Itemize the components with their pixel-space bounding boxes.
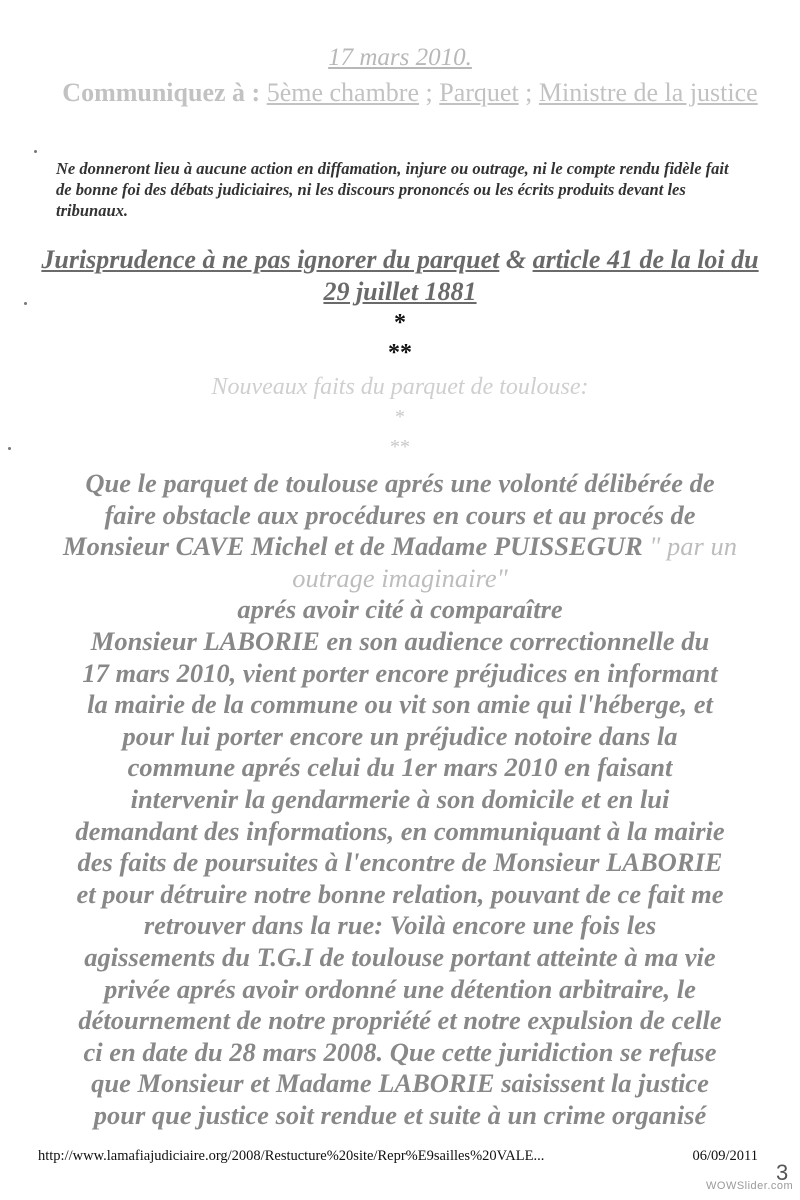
scan-speck [24,302,27,305]
body-line: faire obstacle aux procédures en cours et au procés de [104,499,696,530]
separator-star-light-1: * [395,406,405,428]
body-line: et pour détruire notre bonne relation, pouvant de ce fait me [76,878,724,909]
jurisprudence-part2: article 41 de la loi du 29 juillet 1881 [323,245,759,306]
body-line: pour lui porter encore un préjudice notoire dans la [122,720,678,751]
separator-star-1: * [394,310,406,336]
separator: ; [518,78,539,107]
body-line: aprés avoir cité à comparaître [237,594,563,625]
jurisprudence-part1: Jurisprudence à ne pas ignorer du parquet [41,245,500,274]
body-line: que Monsieur et Madame LABORIE saisissent la justice [91,1068,709,1099]
separator-star-light-2: ** [390,436,410,458]
body-line: détournement de notre propriété et notre expulsion de celle [78,1005,722,1036]
separator-star-2: ** [388,340,412,366]
body-line: ci en date du 28 mars 2008. Que cette juridiction se refuse [83,1036,717,1067]
body-fragment: " par un outrage imaginaire" [292,531,737,593]
page-footer [38,1148,758,1165]
legal-notice: Ne donneront lieu à aucune action en diffamation, injure ou outrage, ni le compte rendu fidèle fait de bonne foi des débats judiciaires, ni les discours prononcés ou les écrits produits devant les tribunaux. [56,159,729,220]
body-line: privée aprés avoir ordonné une détention arbitraire, le [104,973,696,1004]
scan-speck [34,150,37,153]
body-line: demandant des informations, en communiquant à la mairie [75,815,725,846]
body-line: intervenir la gendarmerie à son domicile et en lui [130,783,670,814]
scan-speck [8,447,11,450]
page-number: 3 [776,1160,789,1185]
body-line [30,531,770,594]
link-ministre-justice[interactable]: Ministre de la justice [538,78,758,107]
separator: ; [419,78,440,107]
nouveaux-faits-heading: Nouveaux faits du parquet de toulouse: [211,374,589,400]
link-5eme-chambre[interactable]: 5ème chambre [266,78,420,107]
footer-date: 06/09/2011 [692,1148,758,1164]
document-date: 17 mars 2010. [328,44,472,71]
body-line: Monsieur LABORIE en son audience correctionnelle du [90,625,710,656]
communiquez-label: Communiquez à : [62,78,261,107]
body-line: Que le parquet de toulouse aprés une volonté délibérée de [85,468,715,498]
footer-url-link[interactable]: http://www.lamafiajudiciaire.org/2008/Restucture%20site/Repr%E9sailles%20VALE... [38,1148,545,1164]
jurisprudence-heading [40,244,760,308]
link-parquet[interactable]: Parquet [439,78,519,107]
body-line: 17 mars 2010, vient porter encore préjudices en informant [82,657,718,688]
body-line: la mairie de la commune ou vit son amie qui l'héberge, et [87,689,713,720]
body-line: commune aprés celui du 1er mars 2010 en faisant [127,752,673,783]
body-line: des faits de poursuites à l'encontre de Monsieur LABORIE [77,847,723,878]
communiquez-line [60,76,760,109]
body-paragraph [30,468,770,1131]
jurisprudence-ampersand: & [505,245,527,274]
body-line: retrouver dans la rue: Voilà encore une fois les [143,910,657,941]
watermark-text: WOWSlider.com [706,1180,794,1192]
body-line: agissements du T.G.I de toulouse portant atteinte à ma vie [84,941,716,972]
body-fragment: Monsieur CAVE Michel et de Madame PUISSEGUR [63,531,643,562]
body-line: pour que justice soit rendue et suite à un crime organisé [93,1099,707,1130]
